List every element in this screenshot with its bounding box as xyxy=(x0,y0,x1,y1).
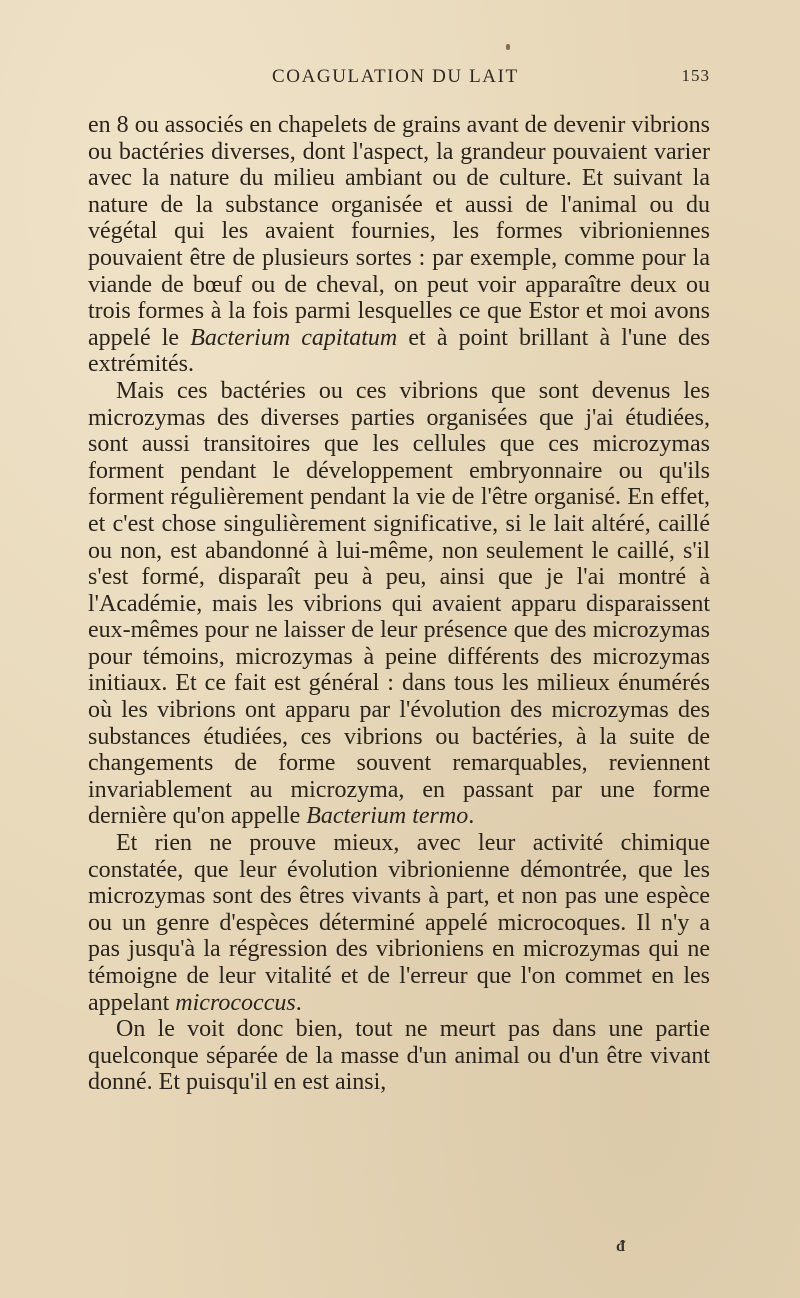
page-number: 153 xyxy=(681,66,710,85)
paragraph-1 xyxy=(88,112,710,378)
running-title: COAGULATION DU LAIT xyxy=(272,66,519,87)
paragraph-3 xyxy=(88,830,710,1016)
signature-mark: ᵭ xyxy=(616,1238,625,1255)
text-run: . xyxy=(468,803,475,830)
page-header xyxy=(88,66,710,96)
text-run: en 8 ou associés en chapelets de grains avant de devenir vibrions ou bactéries diverses, dont l'aspect, la grandeur pouvaient varier avec la nature du milieu ambiant ou de culture. Et suivant la nature de la substance organisée et aussi de l'animal ou du végétal qui les avaient fournies, les formes vibrioniennes pouvaient être de plusieurs sortes : par exemple, comme pour la viande de bœuf ou de cheval, on peut voir apparaître deux ou trois formes à la fois parmi lesquelles ce que Estor et moi avons appelé le xyxy=(88,112,710,351)
italic-term: micrococcus xyxy=(175,989,296,1016)
text-run: . xyxy=(295,989,302,1016)
text-run: et à point brillant à l'une des extrémités. xyxy=(88,324,710,378)
ink-speck xyxy=(506,44,510,50)
body-text xyxy=(88,112,710,1096)
text-run: On le voit donc bien, tout ne meurt pas dans une partie quelconque séparée de la masse d'un animal ou d'un être vivant donné. Et puisqu'il en est ainsi, xyxy=(88,1016,710,1096)
text-run: Et rien ne prouve mieux, avec leur activité chimique constatée, que leur évolution vibrionienne démontrée, que les microzymas sont des êtres vivants à part, et non pas une espèce ou un genre d'espèces déterminé appelé microcoques. Il n'y a pas jusqu'à la régression des vibrioniens en microzymas qui ne témoigne de leur vitalité et de l'erreur que l'on commet en les appelant xyxy=(88,830,710,1016)
paragraph-2 xyxy=(88,378,710,830)
italic-term: Bacterium termo xyxy=(306,803,469,830)
paragraph-4 xyxy=(88,1016,710,1096)
italic-term: Bacterium capitatum xyxy=(190,324,398,351)
text-run: Mais ces bactéries ou ces vibrions que sont devenus les microzymas des diverses parties organisées que j'ai étudiées, sont aussi transitoires que les cellules que ces microzymas forment pendant le développement embryonnaire ou qu'ils forment régulièrement pendant la vie de l'être organisé. En effet, et c'est chose singulièrement significative, si le lait altéré, caillé ou non, est abandonné à lui-même, non seulement le caillé, s'il s'est formé, disparaît peu à peu, ainsi que je l'ai montré à l'Académie, mais les vibrions qui avaient apparu disparaissent eux-mêmes pour ne laisser de leur présence que des microzymas pour témoins, microzymas à peine différents des microzymas initiaux. Et ce fait est général : dans tous les milieux énumérés où les vibrions ont apparu par l'évolution des microzymas des substances étudiées, ces vibrions ou bactéries, à la suite de changements de forme souvent remarquables, reviennent invariablement au microzyma, en passant par une forme dernière qu'on appelle xyxy=(88,377,710,830)
